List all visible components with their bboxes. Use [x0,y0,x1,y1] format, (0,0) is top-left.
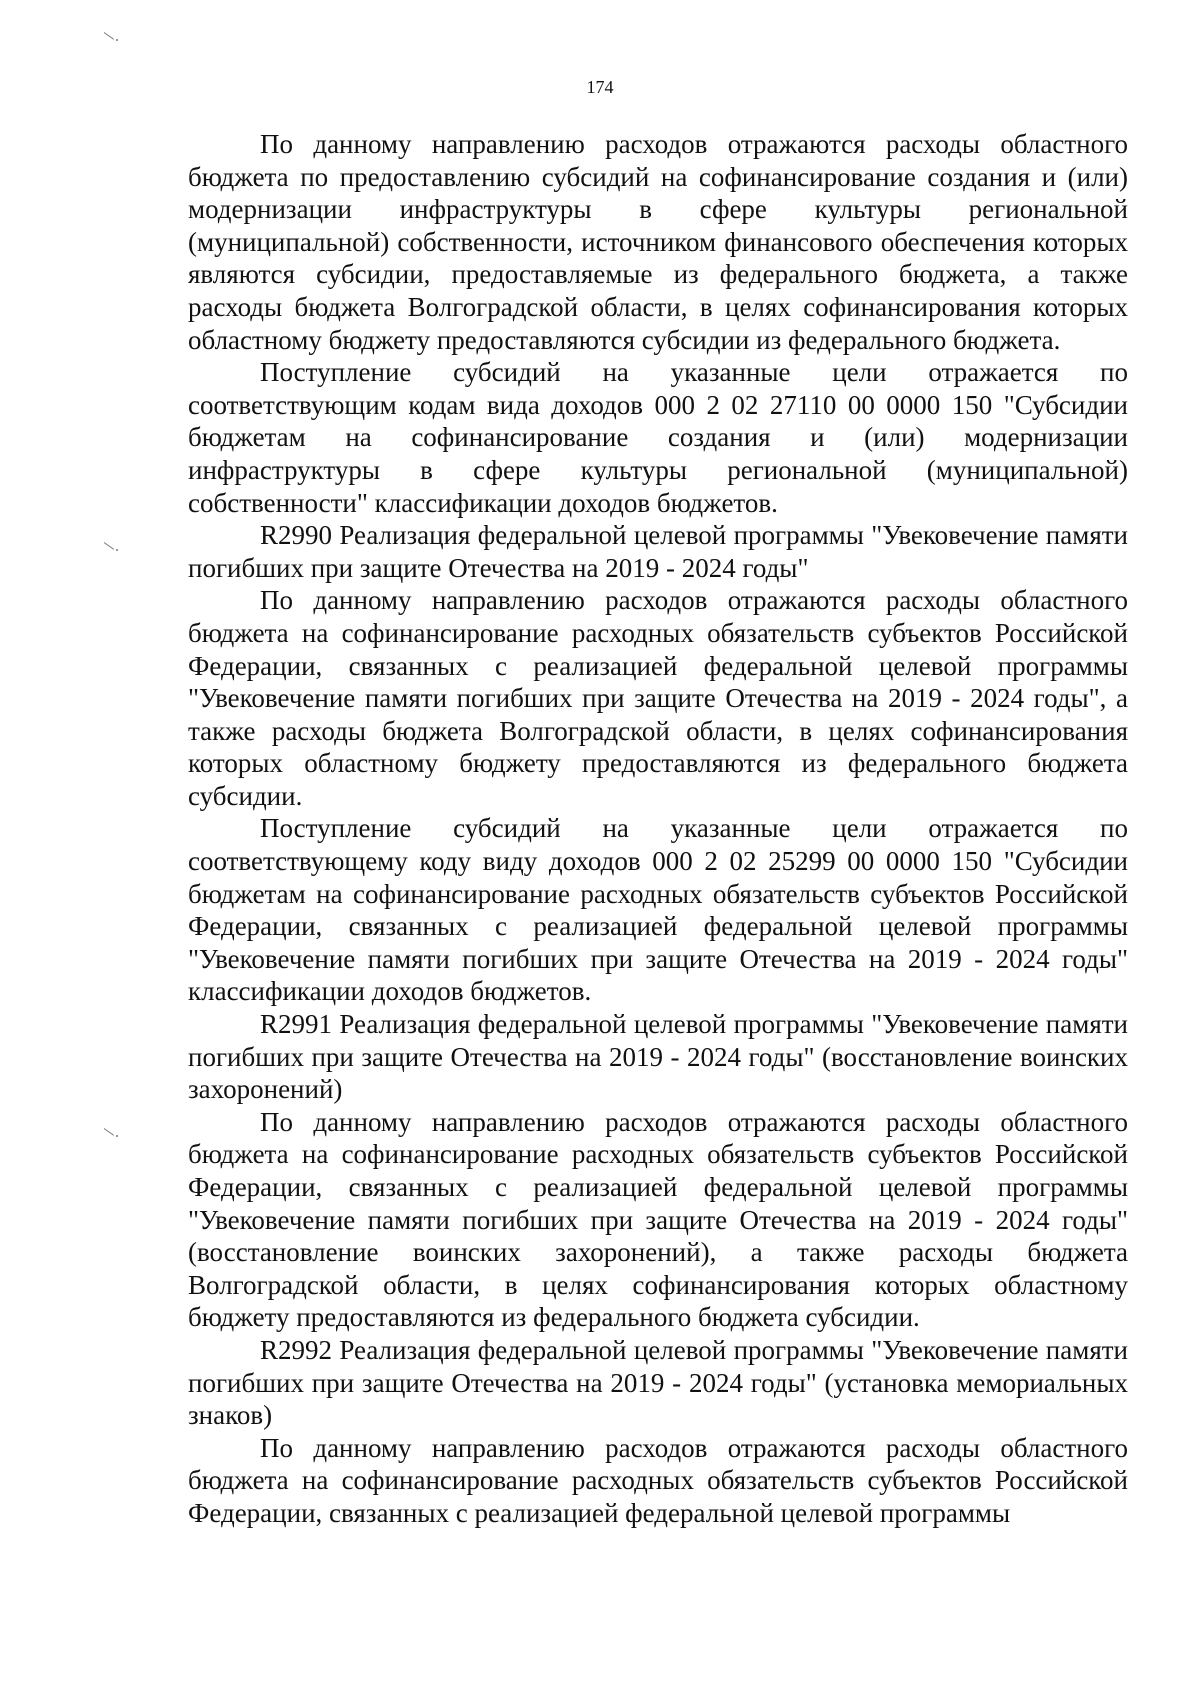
paragraph: По данному направлению расходов отражаются расходы областного бюджета на софинансирование расходных обязательств субъектов Российской Федерации, связанных с реализацией федеральной целевой программы "Увековечение памяти погибших при защите Отечества на 2019 - 2024 годы" (восстановление воинских захоронений), а также расходы бюджета Волгоградской области, в целях софинансирования которых областному бюджету предоставляются из федерального бюджета субсидии. [188,1106,1128,1333]
paragraph: По данному направлению расходов отражаются расходы областного бюджета по предоставлению субсидий на софинансирование создания и (или) модернизации инфраструктуры в сфере культуры региональной (муниципальной) собственности, источником финансового обеспечения которых являются субсидии, предоставляемые из федерального бюджета, а также расходы бюджета Волгоградской области, в целях софинансирования которых областному бюджету предоставляются субсидии из федерального бюджета. [188,129,1128,355]
scan-mark-icon [104,540,120,552]
page-number: 174 [586,77,614,97]
scan-mark-icon [104,30,120,42]
scan-mark-icon [104,1126,120,1138]
paragraph: По данному направлению расходов отражаются расходы областного бюджета на софинансирование расходных обязательств субъектов Российской Федерации, связанных с реализацией федеральной целевой программы [188,1432,1128,1528]
paragraph: По данному направлению расходов отражаются расходы областного бюджета на софинансирование расходных обязательств субъектов Российской Федерации, связанных с реализацией федеральной целевой программы "Увековечение памяти погибших при защите Отечества на 2019 - 2024 годы", а также расходы бюджета Волгоградской области, в целях софинансирования которых областному бюджету предоставляются из федерального бюджета субсидии. [188,585,1128,811]
section-heading: R2992 Реализация федеральной целевой программы "Увековечение памяти погибших при защите Отечества на 2019 - 2024 годы" (установка мемориальных знаков) [188,1334,1128,1431]
paragraph: Поступление субсидий на указанные цели отражается по соответствующему коду виду доходов 000 2 02 25299 00 0000 150 "Субсидии бюджетам на софинансирование расходных обязательств субъектов Российской Федерации, связанных с реализацией федеральной целевой программы "Увековечение памяти погибших при защите Отечества на 2019 - 2024 годы" классификации доходов бюджетов. [188,813,1128,1007]
section-heading: R2991 Реализация федеральной целевой программы "Увековечение памяти погибших при защите Отечества на 2019 - 2024 годы" (восстановление воинских захоронений) [188,1009,1128,1105]
section-heading: R2990 Реализация федеральной целевой программы "Увековечение памяти погибших при защите Отечества на 2019 - 2024 годы" [188,520,1128,583]
paragraph: Поступление субсидий на указанные цели отражается по соответствующим кодам вида доходов 000 2 02 27110 00 0000 150 "Субсидии бюджетам на софинансирование создания и (или) модернизации инфраструктуры в сфере культуры региональной (муниципальной) собственности" классификации доходов бюджетов. [188,357,1128,518]
body-text [188,128,1128,1530]
